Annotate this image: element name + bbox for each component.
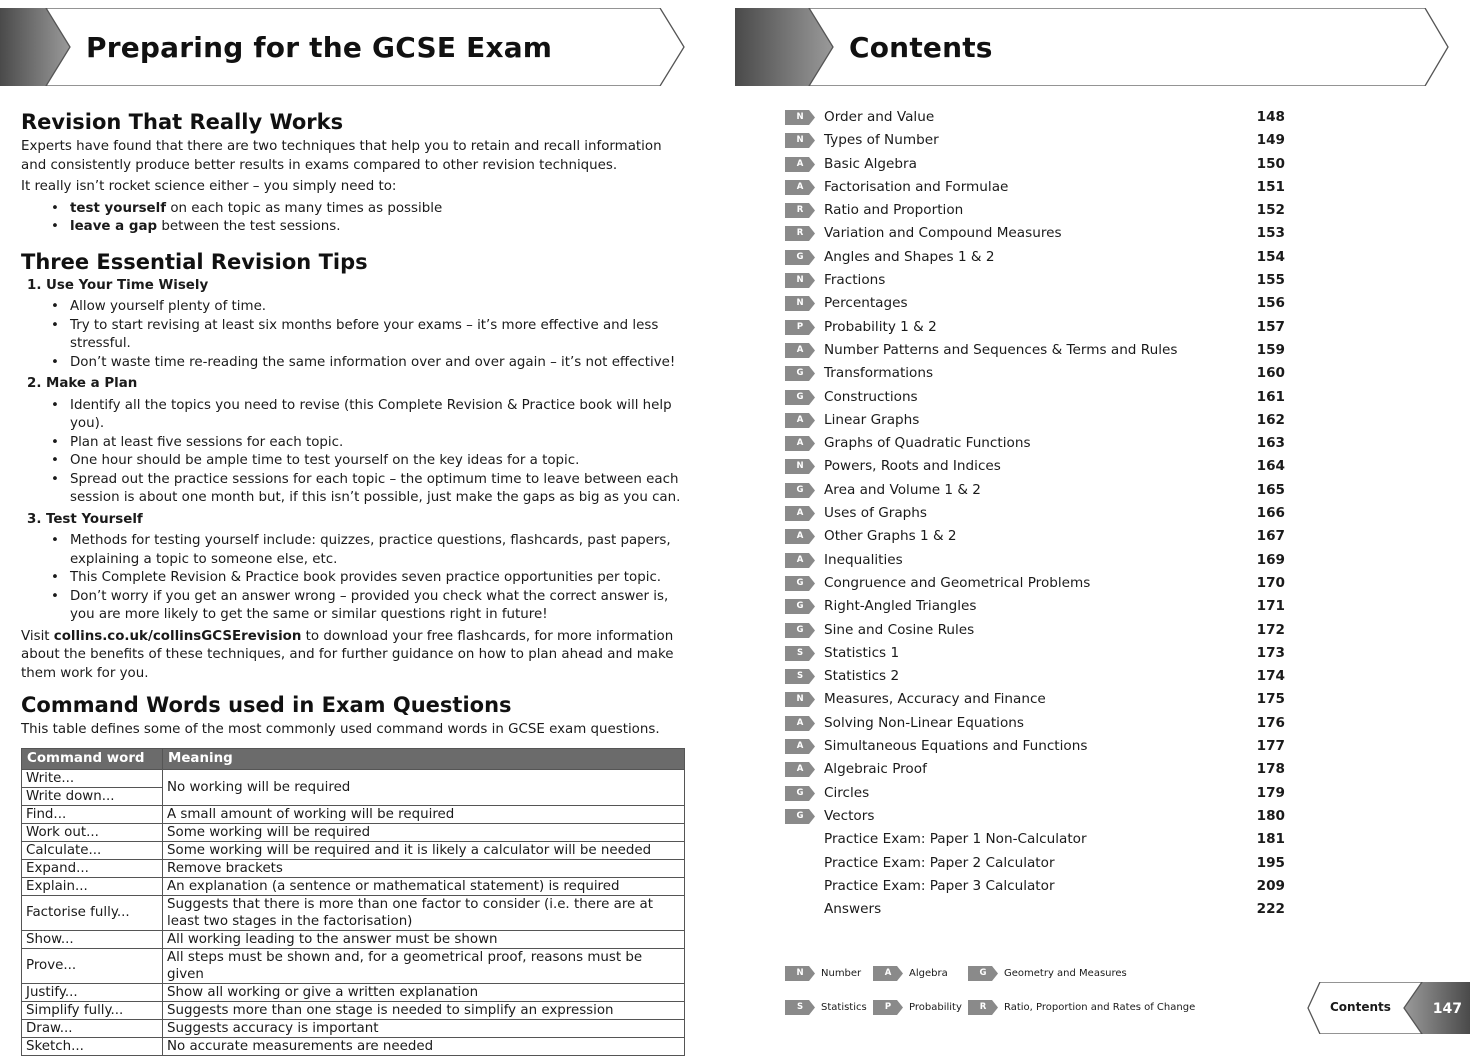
contents-entry-page: 177 [1256,738,1285,755]
meaning-cell: Suggests accuracy is important [163,1019,685,1037]
title-banner [0,8,690,86]
table-header-row [22,748,685,769]
contents-title: Contents [849,31,993,64]
contents-entry-title: Basic Algebra [824,155,917,172]
table-row [22,948,685,983]
contents-entry-title: Powers, Roots and Indices [824,458,1001,475]
table-row [22,983,685,1001]
contents-entry[interactable] [785,246,1285,269]
command-word-cell: Write... [22,769,163,787]
list-item: • Methods for testing yourself include: quizzes, practice questions, flashcards, past papers, explaining a topic to someone else, etc. [21,532,687,569]
command-word-cell: Draw... [22,1019,163,1037]
command-word-cell: Expand... [22,859,163,877]
contents-entry[interactable] [785,432,1285,455]
contents-entry[interactable] [785,572,1285,595]
contents-entry-title: Number Patterns and Sequences & Terms and Rules [824,341,1178,358]
list-item: • Don’t waste time re-reading the same information over and over again – it’s not effective! [21,354,687,373]
topic-badge: G [785,599,815,614]
topic-badge: G [785,576,815,591]
table-row [22,769,685,787]
contents-entry-page: 165 [1256,481,1285,498]
contents-entry-page: 148 [1256,109,1285,125]
tip-bullets [21,397,687,508]
contents-entry-title: Simultaneous Equations and Functions [824,738,1088,755]
topic-badge: G [785,483,815,498]
contents-entry-title: Sine and Cosine Rules [824,621,975,638]
meaning-cell: A small amount of working will be required [163,805,685,823]
contents-entry-page: 152 [1256,202,1285,219]
contents-entry[interactable] [785,106,1285,129]
contents-entry[interactable] [785,199,1285,222]
contents-entry-title: Solving Non-Linear Equations [824,714,1024,731]
meaning-cell: Some working will be required [163,823,685,841]
meaning-cell: Suggests that there is more than one factor to consider (i.e. there are at least two stages in the factorisation) [163,895,685,930]
list-item: • test yourself on each topic as many times as possible [21,200,687,219]
contents-entry-page: 156 [1256,295,1285,312]
badge-g: G [968,966,998,981]
table-row [22,841,685,859]
contents-entry-page: 149 [1256,132,1285,149]
topic-badge: N [785,692,815,707]
contents-entry[interactable] [785,386,1285,409]
topic-badge: S [785,669,815,684]
revision-bullets [21,200,687,237]
contents-entry[interactable] [785,362,1285,385]
topic-badge: P [785,320,815,335]
topic-badge: A [785,739,815,754]
contents-entry-title: Statistics 1 [824,644,900,661]
left-page [0,0,700,1054]
page-footer-tab [1306,982,1470,1034]
contents-entry-title: Angles and Shapes 1 & 2 [824,248,995,265]
contents-entry[interactable] [785,712,1285,735]
contents-entry-page: 175 [1256,691,1285,708]
tips-heading: Three Essential Revision Tips [21,249,368,274]
tip-heading: 3. Test Yourself [27,511,143,527]
contents-entry[interactable] [785,735,1285,758]
table-row [22,930,685,948]
contents-entry-title: Algebraic Proof [824,761,927,778]
contents-entry-page: 172 [1256,621,1285,638]
contents-entry[interactable] [785,455,1285,478]
topic-badge: A [785,529,815,544]
contents-entry[interactable] [785,525,1285,548]
meaning-cell: Show all working or give a written explanation [163,983,685,1001]
meaning-cell: No working will be required [163,769,685,805]
contents-entry[interactable] [785,269,1285,292]
tip-heading: 2. Make a Plan [27,376,138,391]
tip-bullets [21,532,687,625]
list-item: • One hour should be ample time to test yourself on the key ideas for a topic. [21,452,687,471]
contents-entry-title: Statistics 2 [824,668,900,685]
contents-entry-page: 222 [1256,901,1285,918]
command-word-cell: Factorise fully... [22,895,163,930]
badge-n: N [785,966,815,981]
topic-badge: G [785,390,815,405]
topic-badge: N [785,273,815,288]
contents-entry-page: 181 [1256,831,1285,848]
topic-badge: A [785,413,815,428]
meaning-cell: All steps must be shown and, for a geometrical proof, reasons must be given [163,948,685,983]
tip-heading: 1. Use Your Time Wisely [27,277,209,293]
contents-entry[interactable] [785,642,1285,665]
contents-entry[interactable] [785,758,1285,781]
contents-entry-page: 151 [1256,178,1285,195]
topic-badge: N [785,110,815,125]
topic-badge: N [785,459,815,474]
topic-badge: R [785,226,815,241]
badge-s: S [785,1000,815,1015]
meaning-cell: All working leading to the answer must be shown [163,930,685,948]
contents-entry-title: Answers [824,901,882,918]
contents-banner [735,8,1455,86]
topic-badge: G [785,809,815,824]
contents-entry[interactable] [785,409,1285,432]
topic-badge: A [785,506,815,521]
contents-entry-title: Factorisation and Formulae [824,178,1009,195]
contents-entry-page: 195 [1256,854,1285,871]
contents-entry-page: 155 [1256,272,1285,289]
footer-section-label: Contents [1330,1000,1391,1014]
contents-entry-page: 174 [1256,668,1285,685]
meaning-cell: An explanation (a sentence or mathematical statement) is required [163,877,685,895]
list-item: • Don’t worry if you get an answer wrong – provided you check what the correct answer is, you are more likely to get the same or similar questions right in future! [21,588,687,625]
contents-entry-page: 178 [1256,761,1285,778]
contents-entry[interactable] [785,316,1285,339]
command-word-cell: Work out... [22,823,163,841]
topic-badge: G [785,366,815,381]
contents-entry[interactable] [785,805,1285,828]
list-item: • Plan at least five sessions for each topic. [21,434,687,453]
contents-entry-page: 150 [1256,155,1285,172]
command-heading: Command Words used in Exam Questions [21,693,512,717]
table-row [22,1001,685,1019]
command-word-cell: Sketch... [22,1037,163,1055]
revision-section [21,110,687,1056]
page-number: 147 [1432,1001,1462,1017]
contents-entry-page: 180 [1256,807,1285,824]
contents-entry[interactable] [785,688,1285,711]
contents-entry-page: 209 [1256,877,1285,894]
topic-badge: A [785,436,815,451]
topic-badge: S [785,646,815,661]
contents-entry-title: Transformations [824,365,934,382]
contents-entry[interactable] [785,665,1285,688]
contents-entry-page: 161 [1256,388,1285,405]
contents-entry-page: 176 [1256,714,1285,731]
contents-entry[interactable] [785,129,1285,152]
contents-entry[interactable] [785,176,1285,199]
contents-entry-title: Other Graphs 1 & 2 [824,528,957,545]
contents-entry-title: Congruence and Geometrical Problems [824,574,1091,591]
contents-entry-page: 173 [1256,644,1285,661]
command-word-cell: Find... [22,805,163,823]
list-item: • Try to start revising at least six months before your exams – it’s more effective and less stressful. [21,317,687,354]
contents-entry-page: 157 [1256,318,1285,335]
page-title: Preparing for the GCSE Exam [86,31,553,64]
contents-entry-page: 163 [1256,435,1285,452]
contents-entry[interactable] [785,595,1285,618]
command-word-cell: Show... [22,930,163,948]
contents-entry-page: 179 [1256,784,1285,801]
contents-entry-title: Area and Volume 1 & 2 [824,481,981,498]
contents-entry-page: 154 [1256,248,1285,265]
contents-entry-page: 153 [1256,225,1285,242]
contents-entry-title: Types of Number [824,132,939,149]
column-header-word: Command word [22,748,163,769]
contents-entry-page: 166 [1256,505,1285,522]
collins-link[interactable]: collins.co.uk/collinsGCSErevision [53,628,302,644]
column-header-meaning: Meaning [163,748,685,769]
topic-badge: R [785,203,815,218]
contents-entry-title: Ratio and Proportion [824,202,964,219]
contents-entry-title: Practice Exam: Paper 1 Non-Calculator [824,831,1087,848]
revision-lead: It really isn’t rocket science either – you simply need to: [21,179,397,194]
command-word-cell: Simplify fully... [22,1001,163,1019]
tip-bullets [21,298,687,372]
contents-entry-title: Linear Graphs [824,411,920,428]
table-row [22,1019,685,1037]
topic-badge: G [785,623,815,638]
contents-entry-title: Circles [824,784,870,801]
contents-entry-title: Inequalities [824,551,903,568]
command-word-cell: Calculate... [22,841,163,859]
table-row [22,859,685,877]
topic-badge: A [785,762,815,777]
contents-entry-title: Right-Angled Triangles [824,598,977,615]
contents-entry-title: Measures, Accuracy and Finance [824,691,1046,708]
contents-entry-page: 167 [1256,528,1285,545]
table-row [22,877,685,895]
contents-entry-title: Variation and Compound Measures [824,225,1062,242]
contents-entry-title: Vectors [824,807,875,824]
command-word-cell: Justify... [22,983,163,1001]
contents-entry-page: 160 [1256,365,1285,382]
contents-entry[interactable] [785,292,1285,315]
table-row [22,823,685,841]
contents-entry-title: Percentages [824,295,908,312]
meaning-cell: Some working will be required and it is likely a calculator will be needed [163,841,685,859]
meaning-cell: Remove brackets [163,859,685,877]
contents-entry-page: 171 [1256,598,1285,615]
topic-badge: N [785,296,815,311]
contents-entry-title: Probability 1 & 2 [824,318,937,335]
contents-entry[interactable] [785,549,1285,572]
contents-entry[interactable] [785,619,1285,642]
topic-badge: A [785,553,815,568]
contents-entry[interactable] [785,153,1285,176]
contents-entry-title: Practice Exam: Paper 3 Calculator [824,877,1055,894]
contents-list [785,106,1285,921]
list-item: • Allow yourself plenty of time. [21,298,687,317]
revision-intro: Experts have found that there are two techniques that help you to retain and recall information and consistently produce better results in exams compared to other revision techniques. [21,139,662,173]
list-item: • leave a gap between the test sessions. [21,218,687,237]
topic-badge: N [785,133,815,148]
contents-entry[interactable] [785,898,1285,921]
table-row [22,895,685,930]
contents-entry[interactable] [785,222,1285,245]
list-item: • Identify all the topics you need to revise (this Complete Revision & Practice book will help you). [21,397,687,434]
command-table [21,748,685,1056]
meaning-cell: No accurate measurements are needed [163,1037,685,1055]
topic-badge: G [785,250,815,265]
contents-entry-title: Constructions [824,388,918,405]
contents-entry-title: Graphs of Quadratic Functions [824,435,1031,452]
contents-entry[interactable] [785,339,1285,362]
contents-entry[interactable] [785,828,1285,851]
contents-entry[interactable] [785,782,1285,805]
command-word-cell: Explain... [22,877,163,895]
badge-a: A [873,966,903,981]
contents-entry[interactable] [785,502,1285,525]
topic-badge: G [785,786,815,801]
contents-entry-page: 162 [1256,411,1285,428]
topic-badge: A [785,180,815,195]
table-row [22,1037,685,1055]
right-page: Contents N Order and Value 148 N Types of Number 149 A Basic Algebra 150 A Factorisation and Formulae 151 R Ratio and Proportion 152 R Variation and Compound Measures 153 G Angles and Shapes 1 & 2 154 N Fractions 155 N Percentages 156 P Probability 1 & 2 157 A Number Patterns and Sequences & Terms and Rules 159 G Transformations 160 G Constructions 161 A Linear Graphs 162 A Graphs of Quadratic Functions 163 N Powers, Roots and Indices 164 G Area and Volume 1 & 2 165 A Uses of Graphs 166 A Other Graphs 1 & 2 167 A Inequalities 169 G Congruence and Geometrical Problems 170 G Right-Angled Triangles 171 G Sine and Cosine Rules 172 S Statistics 1 173 S Statistics 2 174 N Measures, Accuracy and Finance 175 A Solving Non-Linear Equations 176 A Simultaneous Equations and Functions 177 A Algebraic Proof 178 G Circles 179 G Vectors 180 Practice Exam: Paper 1 Non-Calculator 181 Practice Exam: Paper 2 Calculator 195 Practice Exam: Paper 3 Calculator 209 Answers 222 N Number A Algebra G Geometry and Measures S Statistics P Probability R Ratio, Proportion and Rates of Change [735,0,1470,1041]
contents-entry-page: 169 [1256,551,1285,568]
command-table-body [22,769,685,1055]
contents-entry[interactable] [785,479,1285,502]
contents-entry-title: Uses of Graphs [824,505,928,522]
badge-r: R [968,1000,998,1015]
command-intro: This table defines some of the most commonly used command words in GCSE exam questions. [21,722,660,737]
meaning-cell: Suggests more than one stage is needed to simplify an expression [163,1001,685,1019]
topic-badge: A [785,343,815,358]
table-row [22,805,685,823]
contents-entry-title: Order and Value [824,109,935,125]
revision-heading: Revision That Really Works [21,110,344,134]
list-item: • Spread out the practice sessions for each topic – the optimum time to leave between each session is about one month but, if this isn’t possible, just make the gaps as big as you can. [21,471,687,508]
contents-entry[interactable] [785,852,1285,875]
topic-badge: A [785,157,815,172]
contents-entry-page: 170 [1256,574,1285,591]
contents-entry-title: Fractions [824,272,886,289]
command-word-cell: Write down... [22,787,163,805]
contents-entry-page: 164 [1256,458,1285,475]
topic-badge: A [785,716,815,731]
contents-entry-title: Practice Exam: Paper 2 Calculator [824,854,1055,871]
contents-entry[interactable] [785,875,1285,898]
contents-entry-page: 159 [1256,341,1285,358]
badge-p: P [873,1000,903,1015]
list-item: • This Complete Revision & Practice book provides seven practice opportunities per topic. [21,569,687,588]
visit-paragraph: Visit collins.co.uk/collinsGCSErevision to download your free flashcards, for more information about the benefits of these techniques, and for further guidance on how to plan ahead and make them work for you. [21,628,674,681]
command-word-cell: Prove... [22,948,163,983]
